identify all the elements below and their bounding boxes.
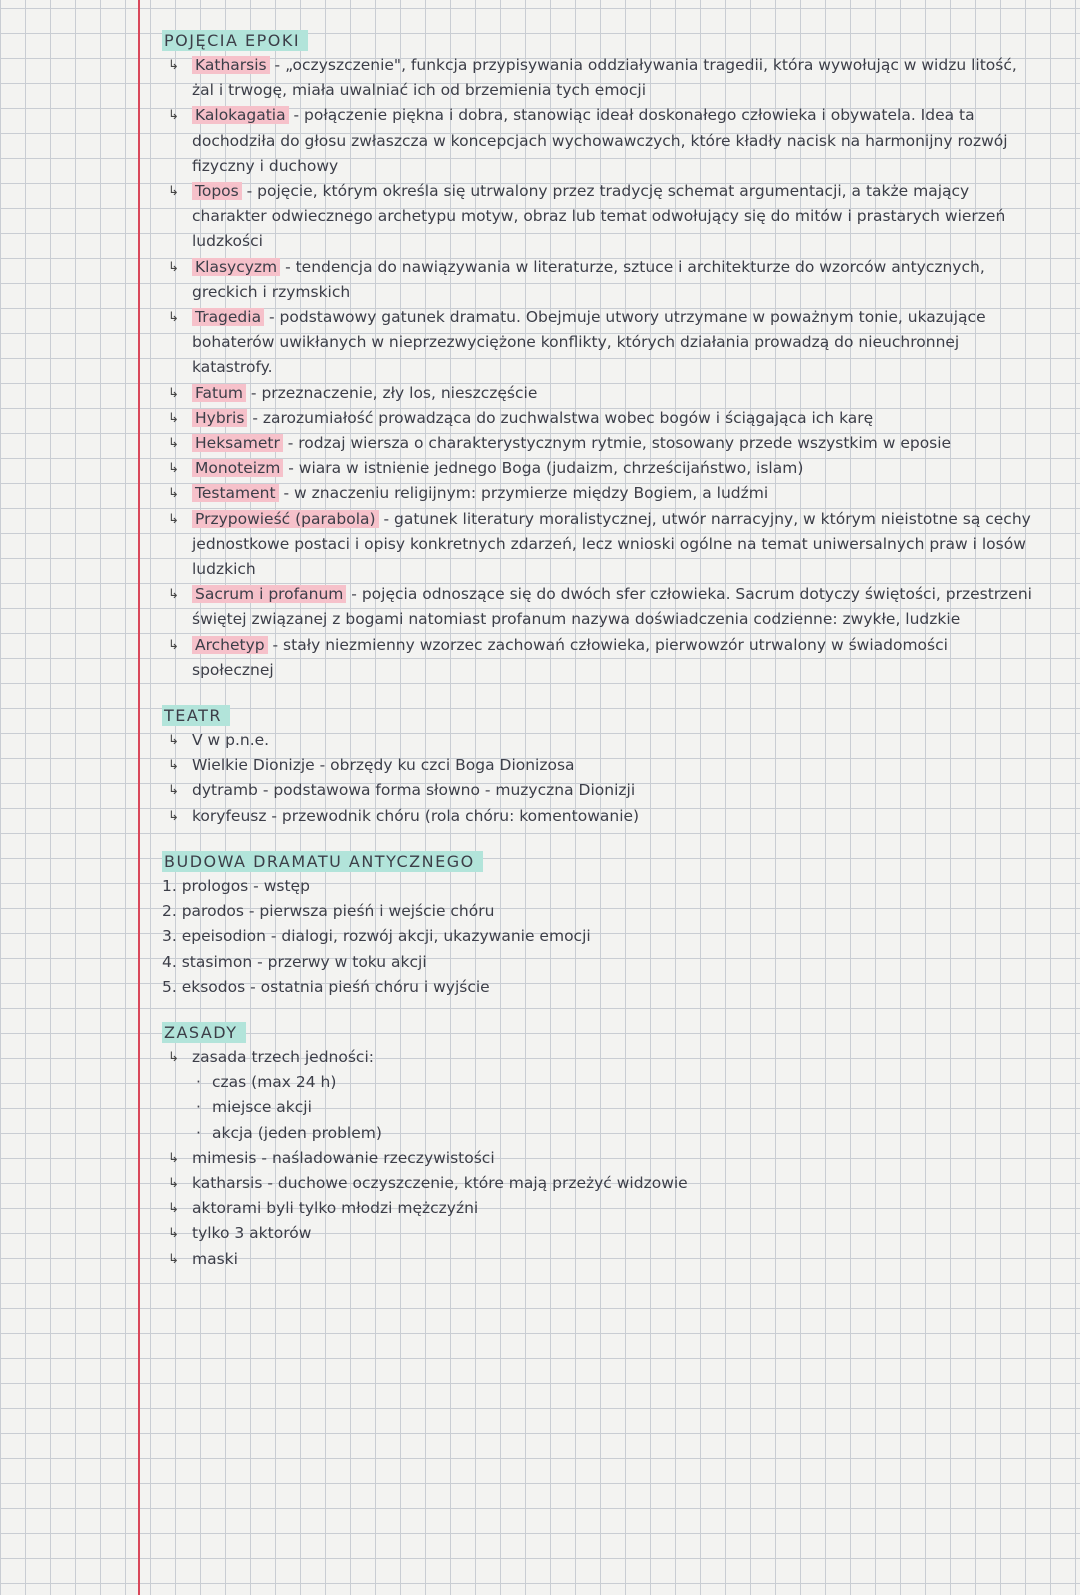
- term-definition: - „oczyszczenie", funkcja przypisywania oddziaływania tragedii, która wywołując w widzu litość, żal i trwogę, miała uwalniać ich od brzemienia tych emocji: [192, 56, 1017, 100]
- term-definition: - połączenie piękna i dobra, stanowiąc ideał doskonałego człowieka i obywatela. Idea ta dochodziła do głosu zwłaszcza w koncepcjach wychowawczych, które kładły nacisk na harmonijny rozwój fizyczny i duchowy: [192, 106, 1008, 175]
- numbered-list: [162, 874, 1032, 1000]
- arrow-icon: ↳: [168, 733, 179, 749]
- term-item: [162, 103, 1032, 179]
- term-label: Heksametr: [192, 434, 283, 452]
- term-definition: - pojęcie, którym określa się utrwalony przez tradycję schemat argumentacji, a także mający charakter odwiecznego archetypu motyw, obraz lub temat odwołujący się do mitów i prastarych wierzeń ludzkości: [192, 182, 1006, 251]
- section-heading: ZASADY: [162, 1022, 246, 1043]
- term-list: [162, 53, 1032, 683]
- unities-intro: zasada trzech jedności:: [192, 1047, 374, 1066]
- notebook-page: [162, 30, 1032, 1294]
- arrow-icon: ↳: [168, 1226, 179, 1242]
- item-text: V w p.n.e.: [192, 731, 270, 750]
- arrow-icon: ↳: [168, 1175, 179, 1191]
- arrow-icon: ↳: [168, 511, 179, 527]
- term-label: Przypowieść (parabola): [192, 510, 379, 528]
- term-definition: - tendencja do nawiązywania w literaturze, sztuce i architekturze do wzorców antycznych, greckich i rzymskich: [192, 257, 985, 301]
- item-text: mimesis - naśladowanie rzeczywistości: [192, 1148, 495, 1167]
- term-item: [162, 582, 1032, 632]
- term-definition: - wiara w istnienie jednego Boga (judaizm, chrześcijaństwo, islam): [283, 459, 804, 478]
- bullet-dot-icon: ·: [196, 1073, 201, 1092]
- section-heading: BUDOWA DRAMATU ANTYCZNEGO: [162, 851, 483, 872]
- item-text: maski: [192, 1249, 238, 1268]
- arrow-icon: ↳: [168, 808, 179, 824]
- unities-list: [162, 1070, 1032, 1146]
- arrow-icon: ↳: [168, 184, 179, 200]
- item-text: katharsis - duchowe oczyszczenie, które mają przeżyć widzowie: [192, 1173, 688, 1192]
- arrow-icon: ↳: [168, 1251, 179, 1267]
- list-item: [162, 1196, 1032, 1221]
- term-label: Kalokagatia: [192, 106, 289, 124]
- item-text: akcja (jeden problem): [212, 1123, 382, 1142]
- list-item: [162, 804, 1032, 829]
- arrow-icon: ↳: [168, 486, 179, 502]
- list-item: [162, 1171, 1032, 1196]
- term-item: [162, 179, 1032, 255]
- term-label: Klasycyzm: [192, 258, 280, 276]
- arrow-icon: ↳: [168, 310, 179, 326]
- term-definition: - w znaczeniu religijnym: przymierze między Bogiem, a ludźmi: [278, 484, 769, 503]
- arrow-icon: ↳: [168, 58, 179, 73]
- notebook-margin-line: [138, 0, 140, 1595]
- numbered-item: 5. eksodos - ostatnia pieśń chóru i wyjście: [162, 977, 490, 996]
- arrow-icon: ↳: [168, 461, 179, 477]
- term-definition: - pojęcia odnoszące się do dwóch sfer człowieka. Sacrum dotyczy świętości, przestrzeni świętej związanej z bogami natomiast profanum nazywa doświadczenia codzienne: zwykłe, ludzkie: [192, 585, 1032, 629]
- section-zasady: [162, 1022, 1032, 1272]
- arrow-icon: ↳: [168, 1049, 179, 1065]
- term-item: [162, 507, 1032, 583]
- list-item: [162, 778, 1032, 803]
- section-teatr: [162, 705, 1032, 829]
- term-label: Monoteizm: [192, 459, 283, 477]
- term-definition: - zarozumiałość prowadząca do zuchwalstwa wobec bogów i ściągająca ich karę: [247, 408, 874, 427]
- unity-item: [162, 1095, 1032, 1120]
- term-item: [162, 53, 1032, 103]
- item-text: aktorami byli tylko młodzi mężczyźni: [192, 1199, 479, 1218]
- arrow-icon: ↳: [168, 410, 179, 426]
- term-item: [162, 381, 1032, 406]
- term-label: Tragedia: [192, 308, 264, 326]
- list-item: [162, 728, 1032, 753]
- term-definition: - gatunek literatury moralistycznej, utwór narracyjny, w którym nieistotne są cechy jednostkowe postaci i opisy konkretnych zdarzeń, lecz wnioski ogólne na temat uniwersalnych praw i losów ludzkich: [192, 509, 1031, 579]
- numbered-item: 4. stasimon - przerwy w toku akcji: [162, 952, 427, 971]
- section-budowa: [162, 851, 1032, 1000]
- term-definition: - przeznaczenie, zły los, nieszczęście: [246, 383, 538, 402]
- item-text: Wielkie Dionizje - obrzędy ku czci Boga Dionizosa: [192, 756, 575, 775]
- term-item: [162, 481, 1032, 506]
- item-text: dytramb - podstawowa forma słowno - muzyczna Dionizji: [192, 781, 636, 800]
- arrow-icon: ↳: [168, 385, 179, 401]
- term-item: [162, 255, 1032, 305]
- term-item: [162, 633, 1032, 683]
- unity-item: [162, 1070, 1032, 1095]
- arrow-icon: ↳: [168, 1201, 179, 1217]
- term-label: Fatum: [192, 384, 246, 402]
- term-item: [162, 305, 1032, 381]
- section-heading: POJĘCIA EPOKI: [162, 30, 308, 51]
- term-label: Testament: [192, 484, 279, 502]
- list-item: [162, 753, 1032, 778]
- list-item: [162, 1146, 1032, 1171]
- term-definition: - podstawowy gatunek dramatu. Obejmuje utwory utrzymane w poważnym tonie, ukazujące bohaterów uwikłanych w nieprzezwyciężone konflikty, których działania prowadzą do nieuchronnej katastrofy.: [192, 308, 986, 377]
- term-item: [162, 431, 1032, 456]
- section-heading: TEATR: [162, 705, 230, 726]
- item-text: koryfeusz - przewodnik chóru (rola chóru: komentowanie): [192, 806, 640, 825]
- arrow-icon: ↳: [168, 108, 179, 124]
- arrow-icon: ↳: [168, 637, 179, 653]
- arrow-icon: ↳: [168, 783, 179, 799]
- item-text: tylko 3 aktorów: [192, 1224, 312, 1243]
- bullet-list: [162, 728, 1032, 829]
- term-item: [162, 456, 1032, 481]
- unity-item: [162, 1121, 1032, 1146]
- term-definition: - stały niezmienny wzorzec zachowań człowieka, pierwowzór utrwalony w świadomości społecznej: [192, 635, 948, 679]
- term-definition: - rodzaj wiersza o charakterystycznym rytmie, stosowany przede wszystkim w eposie: [282, 434, 952, 453]
- bullet-dot-icon: ·: [196, 1123, 201, 1142]
- numbered-item: 2. parodos - pierwsza pieśń i wejście chóru: [162, 902, 495, 921]
- arrow-icon: ↳: [168, 587, 179, 603]
- term-label: Topos: [192, 182, 242, 200]
- term-label: Hybris: [192, 409, 247, 427]
- item-text: czas (max 24 h): [212, 1073, 337, 1092]
- list-item: [162, 1221, 1032, 1246]
- term-label: Archetyp: [192, 636, 268, 654]
- term-label: Sacrum i profanum: [192, 585, 346, 603]
- section-pojecia: [162, 30, 1032, 683]
- arrow-icon: ↳: [168, 436, 179, 452]
- term-label: Katharsis: [192, 56, 270, 74]
- bullet-dot-icon: ·: [196, 1098, 201, 1117]
- term-item: [162, 406, 1032, 431]
- bullet-list: [162, 1146, 1032, 1272]
- arrow-icon: ↳: [168, 1150, 179, 1166]
- arrow-icon: ↳: [168, 259, 179, 275]
- list-item: [162, 1247, 1032, 1272]
- list-item: [162, 1045, 1032, 1070]
- item-text: miejsce akcji: [212, 1098, 312, 1117]
- numbered-item: 3. epeisodion - dialogi, rozwój akcji, ukazywanie emocji: [162, 927, 591, 946]
- arrow-icon: ↳: [168, 758, 179, 774]
- numbered-item: 1. prologos - wstęp: [162, 876, 310, 895]
